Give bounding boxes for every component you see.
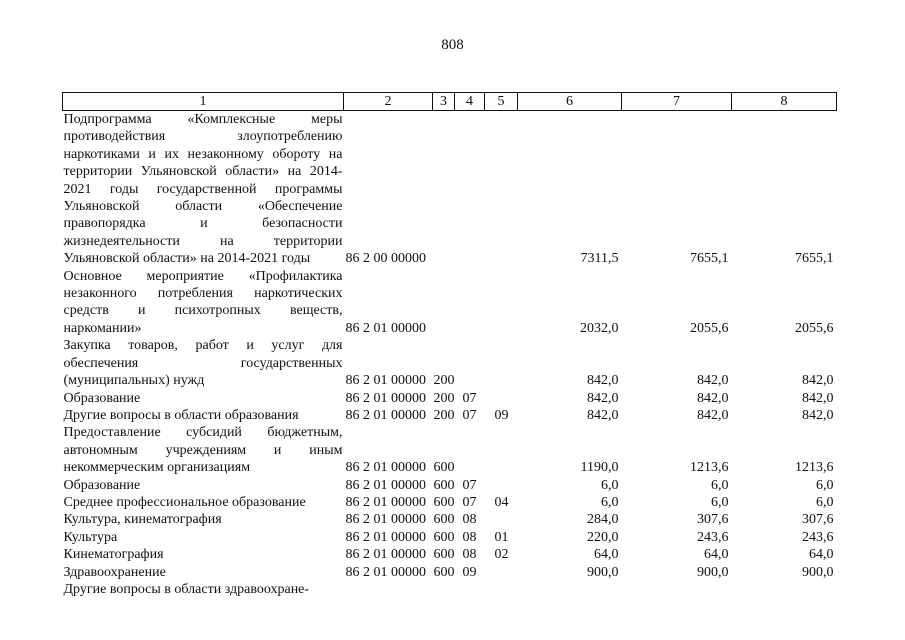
row-value-7: 243,6 xyxy=(697,529,729,545)
row-value-6: 64,0 xyxy=(594,547,619,563)
row-value-8: 842,0 xyxy=(802,373,834,389)
column-header-2: 2 xyxy=(344,93,433,111)
row-code: 86 2 01 00000 xyxy=(345,373,426,389)
column-header-1: 1 xyxy=(63,93,344,111)
row-code: 86 2 01 00000 xyxy=(345,477,426,493)
row-value-8: 307,6 xyxy=(802,512,834,528)
row-name: Кинематография xyxy=(63,547,164,563)
table-row xyxy=(63,111,837,268)
row-expense-type xyxy=(433,268,455,338)
row-value-7: 2055,6 xyxy=(690,320,729,336)
column-header-6: 6 xyxy=(518,93,622,111)
row-section xyxy=(455,111,485,268)
row-section xyxy=(455,268,485,338)
row-value-6: 842,0 xyxy=(587,373,619,389)
column-header-3: 3 xyxy=(433,93,455,111)
row-section: 08 xyxy=(462,529,477,545)
row-expense-type: 600 xyxy=(433,529,455,545)
table-row xyxy=(63,424,837,476)
row-value-8: 6,0 xyxy=(816,477,834,493)
row-value-6: 1190,0 xyxy=(580,460,619,476)
table-row xyxy=(63,390,837,407)
row-code: 86 2 01 00000 xyxy=(345,547,426,563)
row-subsection xyxy=(485,477,518,494)
row-value-8: 842,0 xyxy=(802,407,834,423)
row-value-7: 64,0 xyxy=(704,547,729,563)
row-name: Образование xyxy=(63,390,141,406)
row-code: 86 2 01 00000 xyxy=(345,320,426,336)
table-body xyxy=(63,111,837,599)
row-value-8: 243,6 xyxy=(802,529,834,545)
row-expense-type: 200 xyxy=(433,407,455,423)
row-subsection xyxy=(485,424,518,476)
row-expense-type: 600 xyxy=(433,547,455,563)
row-expense-type: 200 xyxy=(433,373,455,389)
row-subsection: 01 xyxy=(494,529,509,545)
table-row xyxy=(63,494,837,511)
row-value-7: 307,6 xyxy=(697,512,729,528)
row-expense-type xyxy=(433,111,455,268)
row-value-8 xyxy=(732,581,837,598)
row-section: 07 xyxy=(462,407,477,423)
row-code: 86 2 01 00000 xyxy=(345,512,426,528)
row-value-6: 7311,5 xyxy=(580,251,619,267)
row-name: Культура, кинематография xyxy=(63,512,222,528)
page-number: 808 xyxy=(441,37,464,53)
row-name: Закупка товаров, работ и услуг для обеспечения государственных (муниципальных) нужд xyxy=(63,338,343,389)
row-expense-type: 600 xyxy=(433,564,455,580)
row-value-8: 2055,6 xyxy=(795,320,834,336)
row-value-7: 6,0 xyxy=(711,477,729,493)
row-value-8: 64,0 xyxy=(809,547,834,563)
row-name: Предоставление субсидий бюджетным, автономным учреждениям и иным некоммерческим организациям xyxy=(63,425,343,476)
column-header-7: 7 xyxy=(622,93,732,111)
row-value-7: 842,0 xyxy=(697,373,729,389)
row-value-6: 2032,0 xyxy=(580,320,619,336)
row-value-7: 900,0 xyxy=(697,564,729,580)
row-value-8: 1213,6 xyxy=(795,460,834,476)
row-code xyxy=(344,581,433,598)
row-expense-type: 600 xyxy=(433,460,455,476)
row-name: Основное мероприятие «Профилактика незаконного потребления наркотических средств и психотропных веществ, наркомании» xyxy=(63,268,343,336)
budget-table xyxy=(62,92,837,598)
row-value-7: 7655,1 xyxy=(690,251,729,267)
row-subsection xyxy=(485,564,518,581)
row-value-7: 842,0 xyxy=(697,407,729,423)
row-section xyxy=(455,581,485,598)
row-expense-type: 600 xyxy=(433,494,455,510)
row-expense-type: 200 xyxy=(433,390,455,406)
table-row xyxy=(63,337,837,389)
table-row xyxy=(63,546,837,563)
row-expense-type: 600 xyxy=(433,477,455,493)
row-subsection: 02 xyxy=(494,547,509,563)
row-section: 08 xyxy=(462,512,477,528)
row-value-7: 6,0 xyxy=(711,494,729,510)
row-subsection xyxy=(485,390,518,407)
row-section xyxy=(455,424,485,476)
row-subsection xyxy=(485,337,518,389)
row-subsection xyxy=(485,511,518,528)
row-subsection: 04 xyxy=(494,494,509,510)
row-code: 86 2 01 00000 xyxy=(345,407,426,423)
row-value-6 xyxy=(518,581,622,598)
row-name: Среднее профессиональное образование xyxy=(63,494,306,510)
row-name: Образование xyxy=(63,477,141,493)
row-section: 08 xyxy=(462,547,477,563)
row-name: Другие вопросы в области образования xyxy=(63,407,299,423)
row-code: 86 2 01 00000 xyxy=(345,460,426,476)
row-value-6: 284,0 xyxy=(587,512,619,528)
row-value-6: 6,0 xyxy=(601,494,619,510)
table-row xyxy=(63,407,837,424)
row-code: 86 2 00 00000 xyxy=(345,251,426,267)
row-value-8: 900,0 xyxy=(802,564,834,580)
row-section xyxy=(455,337,485,389)
table-row xyxy=(63,581,837,598)
row-name: Культура xyxy=(63,529,118,545)
row-expense-type: 600 xyxy=(433,512,455,528)
row-code: 86 2 01 00000 xyxy=(345,564,426,580)
row-value-8: 842,0 xyxy=(802,390,834,406)
table-row xyxy=(63,511,837,528)
row-name: Другие вопросы в области здравоохране- xyxy=(63,581,310,597)
row-subsection xyxy=(485,111,518,268)
row-section: 07 xyxy=(462,390,477,406)
row-subsection xyxy=(485,268,518,338)
row-value-7: 842,0 xyxy=(697,390,729,406)
table-row xyxy=(63,564,837,581)
row-value-6: 842,0 xyxy=(587,407,619,423)
row-value-6: 220,0 xyxy=(587,529,619,545)
row-value-6: 6,0 xyxy=(601,477,619,493)
row-value-7 xyxy=(622,581,732,598)
column-header-4: 4 xyxy=(455,93,485,111)
row-name: Подпрограмма «Комплексные меры противодействия злоупотреблению наркотиками и их незаконному обороту на территории Ульяновской области» на 2014-2021 годы государственной программы Ульяновской области «Обеспечение правопорядка и безопасности жизнедеятельности на территории Ульяновской области» на 2014-2021 годы xyxy=(63,112,343,267)
row-value-7: 1213,6 xyxy=(690,460,729,476)
row-code: 86 2 01 00000 xyxy=(345,494,426,510)
table-row xyxy=(63,268,837,338)
row-value-8: 7655,1 xyxy=(795,251,834,267)
row-value-6: 900,0 xyxy=(587,564,619,580)
table-row xyxy=(63,477,837,494)
row-section: 07 xyxy=(462,494,477,510)
header-row xyxy=(63,93,837,111)
row-code: 86 2 01 00000 xyxy=(345,390,426,406)
row-section: 07 xyxy=(462,477,477,493)
row-subsection: 09 xyxy=(494,407,509,423)
row-subsection xyxy=(485,581,518,598)
table-row xyxy=(63,529,837,546)
row-section: 09 xyxy=(462,564,477,580)
row-value-8: 6,0 xyxy=(816,494,834,510)
row-name: Здравоохранение xyxy=(63,564,166,580)
row-code: 86 2 01 00000 xyxy=(345,529,426,545)
column-header-5: 5 xyxy=(485,93,518,111)
row-expense-type xyxy=(433,581,455,598)
table-header xyxy=(63,93,837,111)
column-header-8: 8 xyxy=(732,93,837,111)
row-value-6: 842,0 xyxy=(587,390,619,406)
